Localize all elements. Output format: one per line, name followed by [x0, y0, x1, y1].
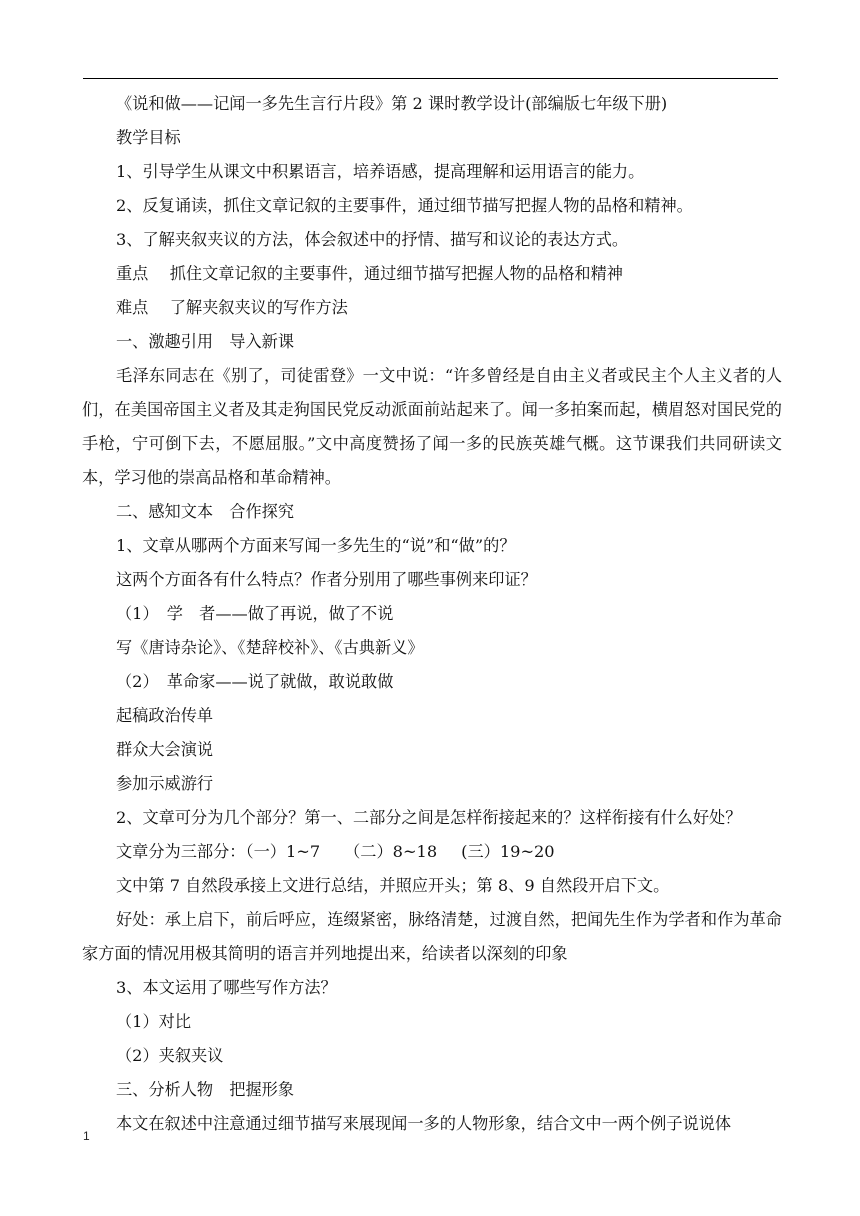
question-3: 3、本文运用了哪些写作方法？	[116, 978, 337, 997]
answer-narration-discussion: （2）夹叙夹议	[116, 1046, 224, 1065]
part-3: (三）19~20	[461, 842, 555, 861]
question-2: 2、文章可分为几个部分？第一、二部分之间是怎样衔接起来的？这样衔接有什么好处？	[116, 808, 742, 827]
answer-contrast: （1）对比	[116, 1012, 192, 1031]
scholar-line: （1） 学 者——做了再说，做了不说	[116, 604, 394, 623]
revolutionary-item: 起稿政治传单	[116, 706, 214, 725]
key-point: 重点 抓住文章记叙的主要事件，通过细节描写把握人物的品格和精神	[116, 264, 623, 283]
objectives-heading: 教学目标	[116, 128, 181, 147]
section-3-heading: 三、分析人物 把握形象	[116, 1080, 295, 1099]
question-2-benefit: 好处：承上启下，前后呼应，连缀紧密，脉络清楚，过渡自然，把闻先生作为学者和作为革命家方面的情况用极其简明的语言并列地提出来，给读者以深刻的印象	[82, 910, 782, 963]
objective-3: 3、了解夹叙夹议的方法，体会叙述中的抒情、描写和议论的表达方式。	[116, 230, 629, 249]
parts-prefix: 文章分为三部分：	[116, 842, 246, 861]
page-number: 1	[83, 1129, 90, 1143]
revolutionary-item: 参加示威游行	[116, 774, 214, 793]
part-2: （二）8~18	[344, 842, 438, 861]
question-1-sub: 这两个方面各有什么特点？作者分别用了哪些事例来印证？	[116, 570, 537, 589]
document-title: 《说和做——记闻一多先生言行片段》第 2 课时教学设计(部编版七年级下册)	[116, 94, 668, 113]
question-2-transition: 文中第 7 自然段承接上文进行总结，并照应开头；第 8、9 自然段开启下文。	[116, 876, 670, 895]
part-1: （一）1~7	[245, 842, 321, 861]
document-body	[82, 87, 782, 1141]
objective-2: 2、反复诵读，抓住文章记叙的主要事件，通过细节描写把握人物的品格和精神。	[116, 196, 693, 215]
section-1-heading: 一、激趣引用 导入新课	[116, 332, 295, 351]
objective-1: 1、引导学生从课文中积累语言，培养语感，提高理解和运用语言的能力。	[116, 162, 645, 181]
revolutionary-line: （2） 革命家——说了就做，敢说敢做	[116, 672, 394, 691]
section-2-heading: 二、感知文本 合作探究	[116, 502, 295, 521]
header-rule	[83, 78, 778, 79]
difficult-point: 难点 了解夹叙夹议的写作方法	[116, 298, 348, 317]
revolutionary-item: 群众大会演说	[116, 740, 214, 759]
section-3-paragraph: 本文在叙述中注意通过细节描写来展现闻一多的人物形象，结合文中一两个例子说说体	[116, 1114, 732, 1133]
question-1: 1、文章从哪两个方面来写闻一多先生的“说”和“做”的？	[116, 536, 516, 555]
question-2-parts	[82, 835, 782, 869]
section-1-paragraph: 毛泽东同志在《别了，司徒雷登》一文中说：“许多曾经是自由主义者或民主个人主义者的人们，在美国帝国主义者及其走狗国民党反动派面前站起来了。闻一多拍案而起，横眉怒对国民党的手枪，宁可倒下去，不愿屈服。”文中高度赞扬了闻一多的民族英雄气概。这节课我们共同研读文本，学习他的崇高品格和革命精神。	[82, 366, 782, 487]
scholar-works: 写《唐诗杂论》、《楚辞校补》、《古典新义》	[116, 638, 424, 657]
